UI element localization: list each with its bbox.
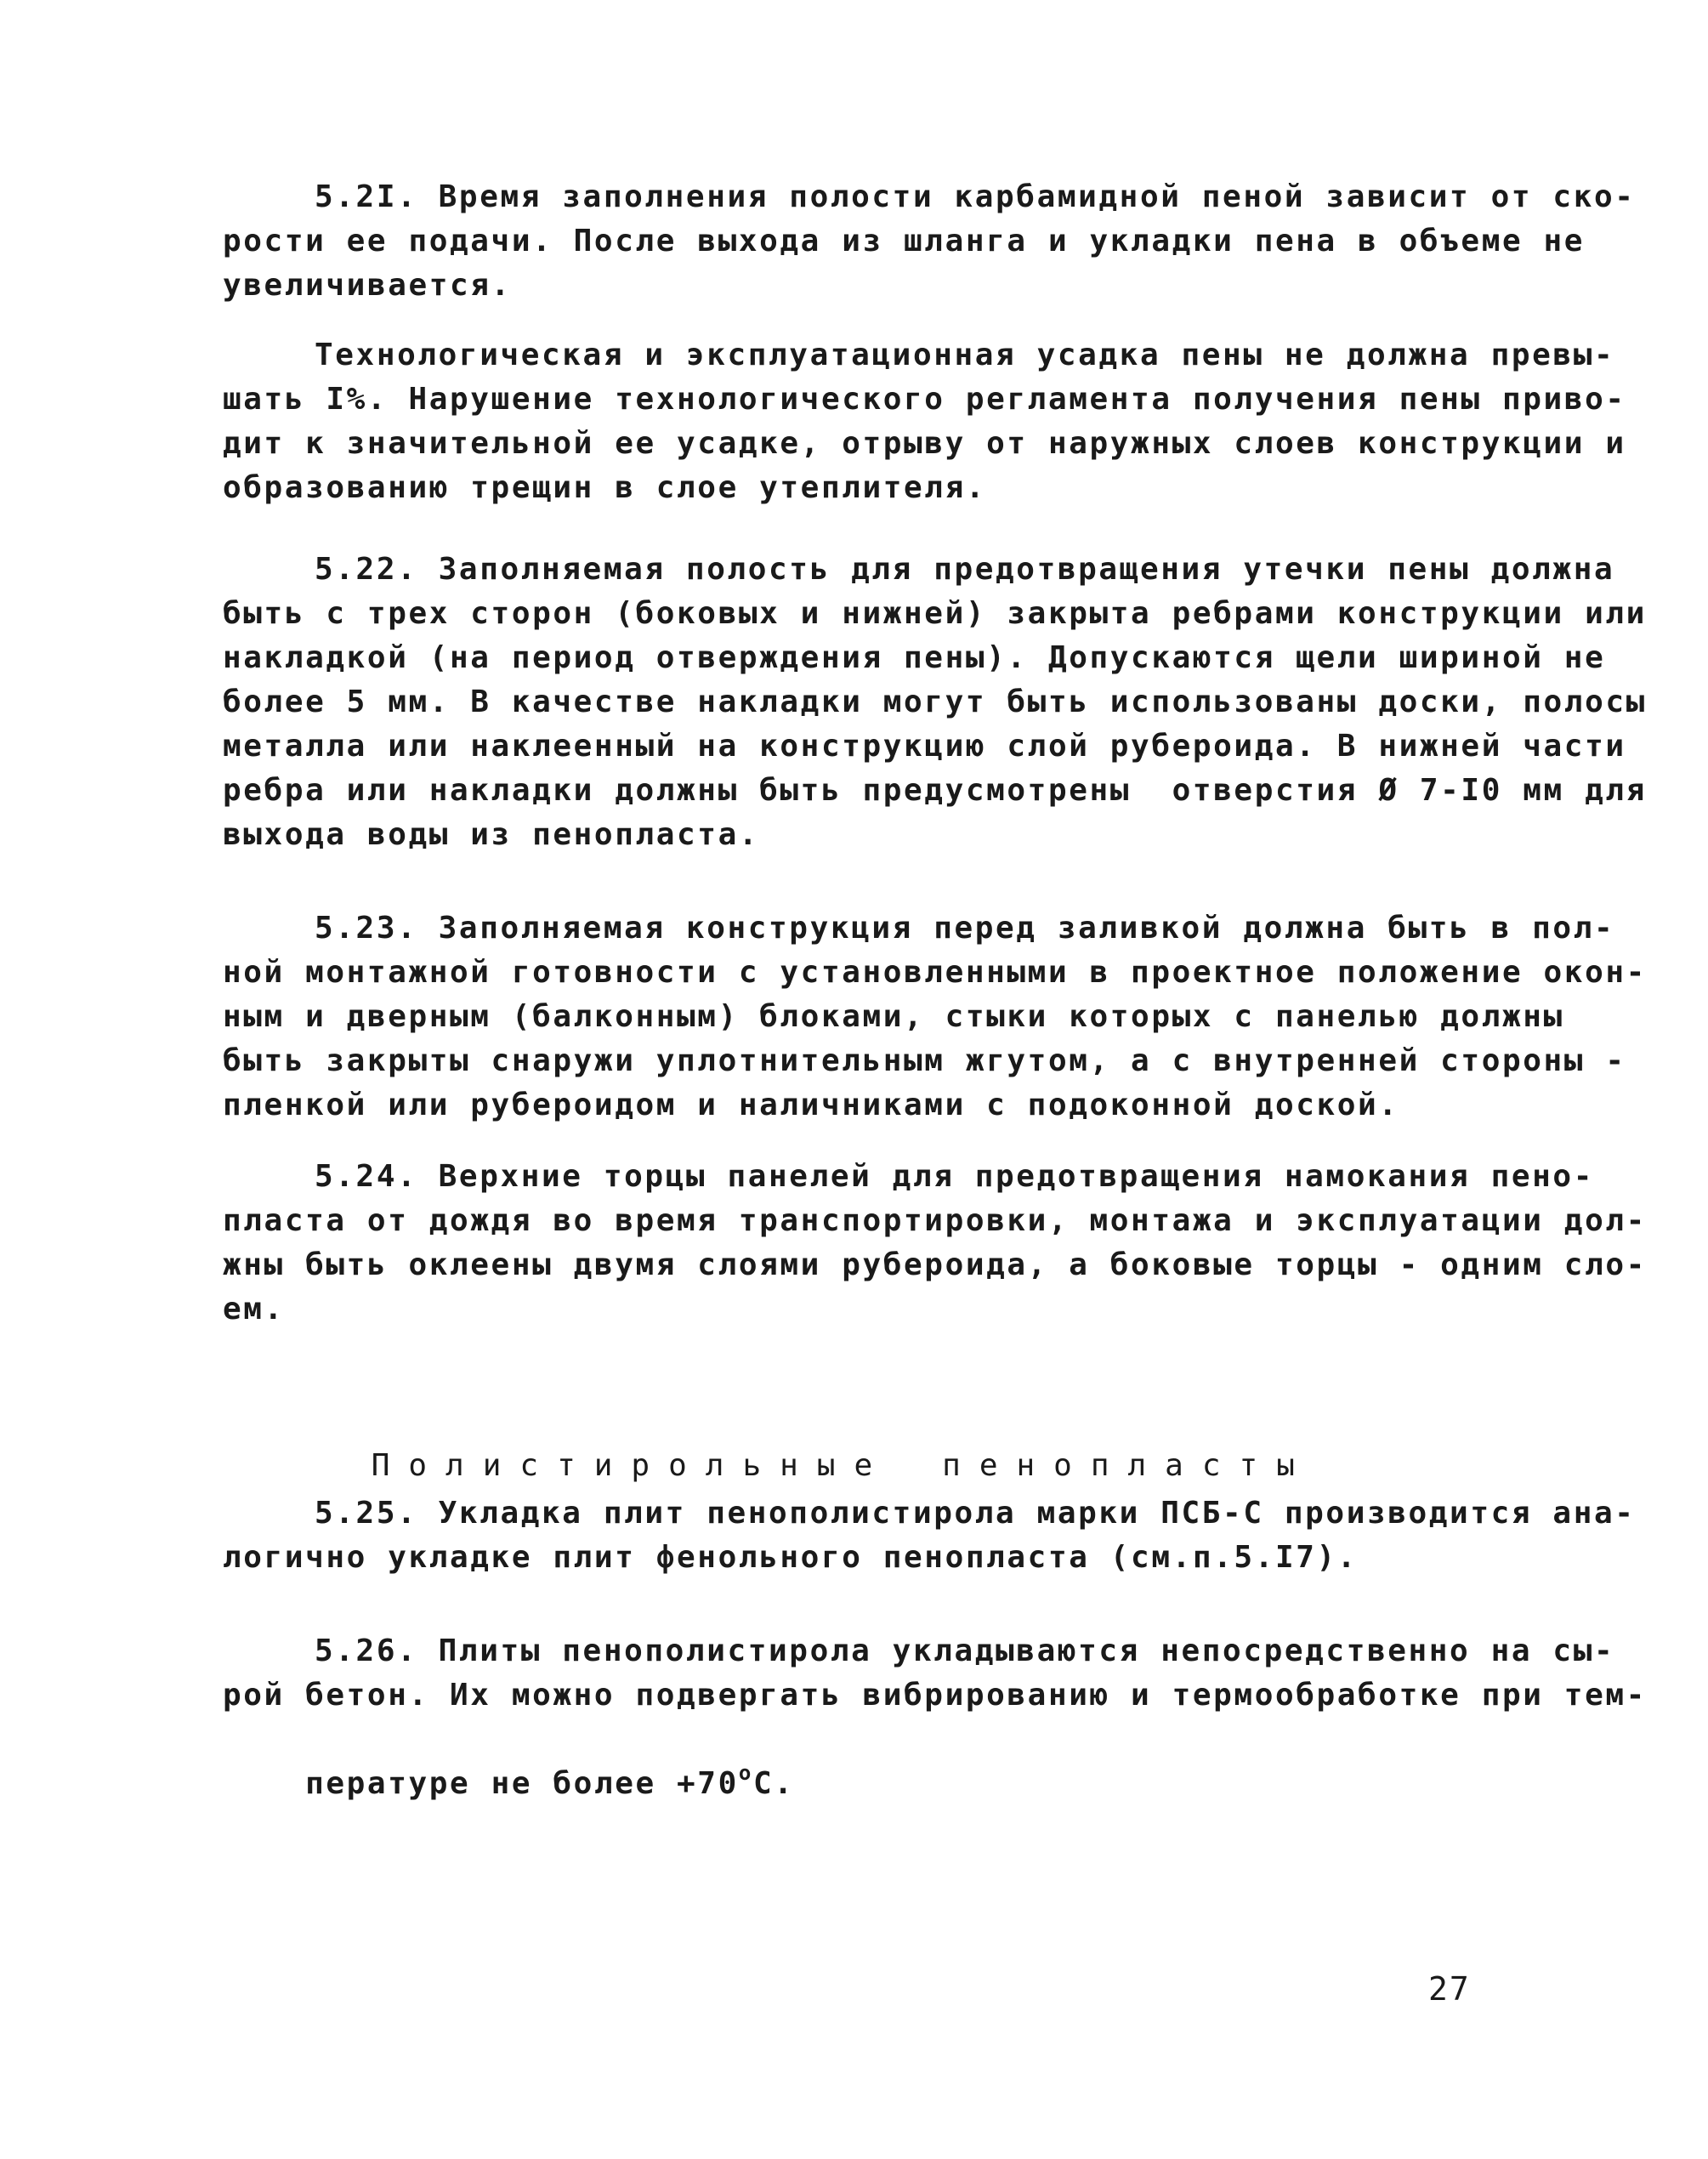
paragraph-5-22-line-4: более 5 мм. В качестве накладки могут быть использованы доски, полосы (223, 685, 1647, 719)
paragraph-5-21-line-3: увеличивается. (223, 268, 512, 303)
paragraph-shrinkage-line-1: Технологическая и эксплуатационная усадка пены не должна превы- (315, 338, 1615, 372)
paragraph-5-22-line-3: накладкой (на период отверждения пены). Допускаются щели шириной не (223, 640, 1606, 675)
temperature-unit: С. (752, 1766, 795, 1801)
paragraph-5-23-line-1: 5.23. Заполняемая конструкция перед заливкой должна быть в пол- (315, 911, 1615, 946)
degree-symbol: o (738, 1761, 753, 1785)
paragraph-shrinkage-line-2: шать I%. Нарушение технологического регламента получения пены приво- (223, 382, 1626, 417)
paragraph-5-22-line-2: быть с трех сторон (боковых и нижней) закрыта ребрами конструкции или (223, 596, 1647, 631)
paragraph-5-22-line-5: металла или наклеенный на конструкцию слой рубероида. В нижней части (223, 729, 1626, 764)
paragraph-5-23-line-3: ным и дверным (балконным) блоками, стыки которых с панелью должны (223, 999, 1564, 1034)
paragraph-5-22-line-7: выхода воды из пенопласта. (223, 817, 760, 852)
paragraph-5-24-line-1: 5.24. Верхние торцы панелей для предотвращения намокания пено- (315, 1159, 1594, 1194)
paragraph-5-25-line-2: логично укладке плит фенольного пенопласта (см.п.5.I7). (223, 1540, 1359, 1575)
paragraph-5-22-line-1: 5.22. Заполняемая полость для предотвращения утечки пены должна (315, 552, 1615, 587)
paragraph-5-26-line-3 (223, 1718, 795, 1850)
temperature-text: пературе не более +70 (305, 1766, 739, 1801)
section-heading-word-2: пенопласты (942, 1448, 1314, 1483)
paragraph-shrinkage-line-4: образованию трещин в слое утеплителя. (223, 470, 987, 505)
paragraph-shrinkage-line-3: дит к значительной ее усадке, отрыву от наружных слоев конструкции и (223, 426, 1626, 461)
paragraph-5-21-line-1: 5.2I. Время заполнения полости карбамидной пеной зависит от ско- (315, 179, 1636, 214)
paragraph-5-26-line-2: рой бетон. Их можно подвергать вибрированию и термообработке при тем- (223, 1678, 1647, 1713)
paragraph-5-24-line-2: пласта от дождя во время транспортировки, монтажа и эксплуатации дол- (223, 1203, 1647, 1238)
paragraph-5-25-line-1: 5.25. Укладка плит пенополистирола марки ПСБ-С производится ана- (315, 1496, 1636, 1531)
paragraph-5-21-line-2: рости ее подачи. После выхода из шланга и укладки пена в объеме не (223, 224, 1586, 259)
paragraph-5-24-line-3: жны быть оклеены двумя слоями рубероида, а боковые торцы - одним сло- (223, 1247, 1647, 1282)
page-number: 27 (1428, 1970, 1471, 2008)
paragraph-5-26-line-1: 5.26. Плиты пенополистирола укладываются непосредственно на сы- (315, 1633, 1615, 1668)
paragraph-5-23-line-2: ной монтажной готовности с установленными в проектное положение окон- (223, 955, 1647, 990)
section-heading-word-1: Полистирольные (371, 1448, 892, 1483)
paragraph-5-23-line-5: пленкой или рубероидом и наличниками с подоконной доской. (223, 1088, 1399, 1122)
paragraph-5-24-line-4: ем. (223, 1292, 285, 1327)
paragraph-5-23-line-4: быть закрыты снаружи уплотнительным жгутом, а с внутренней стороны - (223, 1043, 1626, 1078)
paragraph-5-22-line-6: ребра или накладки должны быть предусмотрены отверстия Ø 7-I0 мм для (223, 773, 1647, 808)
